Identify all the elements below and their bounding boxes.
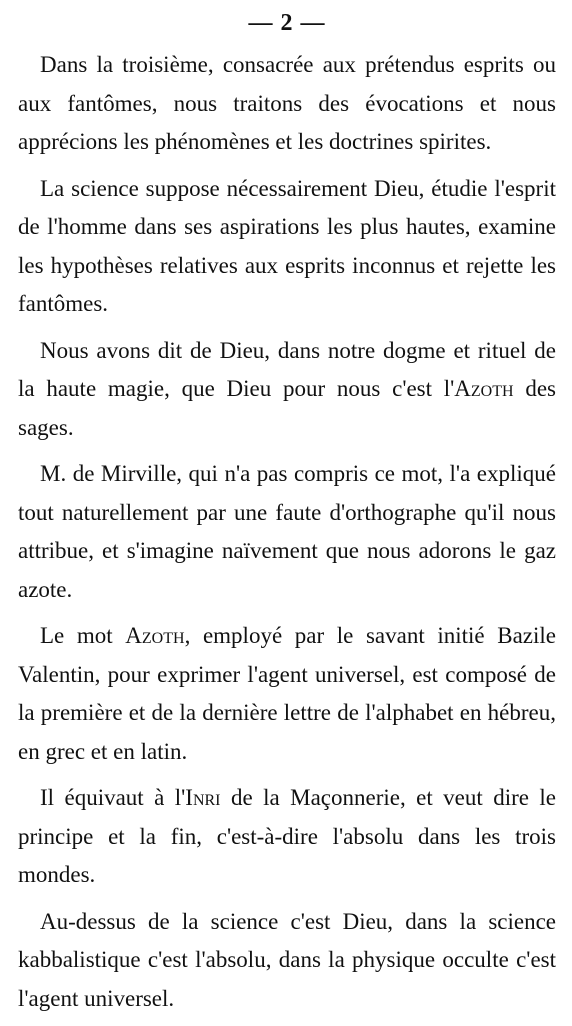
paragraph-text: Nous avons dit de Dieu, dans notre dogme et rituel de la haute magie, que Dieu pour nous c'est l'	[18, 337, 556, 401]
paragraph-text: Au-dessus de la science c'est Dieu, dans la science kabbalistique c'est l'absolu, dans la physique occulte c'est l'agent universel.	[18, 908, 556, 1011]
paragraph-6	[18, 779, 556, 895]
paragraph-1	[18, 46, 556, 162]
paragraph-3	[18, 332, 556, 448]
paragraph-text: Dans la troisième, consacrée aux prétendus esprits ou aux fantômes, nous traitons des évocations et nous apprécions les phénomènes et les doctrines spirites.	[18, 52, 556, 154]
paragraph-text: , employé par le savant initié Bazile Valentin, pour exprimer l'agent universel, est composé de la première et de la dernière lettre de l'alphabet en hébreu, en grec et en latin.	[18, 623, 557, 764]
document-page	[18, 6, 556, 1026]
paragraph-text: La science suppose nécessairement Dieu, étudie l'esprit de l'homme dans ses aspirations les plus hautes, examine les hypothèses relatives aux esprits inconnus et rejette les fantômes.	[18, 175, 556, 316]
paragraph-7	[18, 903, 556, 1019]
paragraph-4	[18, 455, 556, 609]
small-caps-term: Inri	[185, 785, 221, 810]
paragraph-text: Le mot	[40, 623, 126, 648]
paragraph-text: Il équivaut à l'	[40, 785, 186, 810]
paragraph-text: des sages.	[18, 376, 556, 440]
small-caps-term: Azoth	[454, 376, 514, 401]
paragraph-text: M. de Mirville, qui n'a pas compris ce mot, l'a expliqué tout naturellement par une faute d'orthographe qu'il nous attribue, et s'imagine naïvement que nous adorons le gaz azote.	[18, 461, 556, 602]
paragraph-text: de la Maçonnerie, et veut dire le principe et la fin, c'est-à-dire l'absolu dans les trois mondes.	[18, 785, 556, 887]
paragraph-5	[18, 617, 556, 771]
paragraph-2	[18, 170, 556, 324]
page-number: — 2 —	[248, 10, 326, 36]
small-caps-term: Azoth	[125, 623, 185, 648]
